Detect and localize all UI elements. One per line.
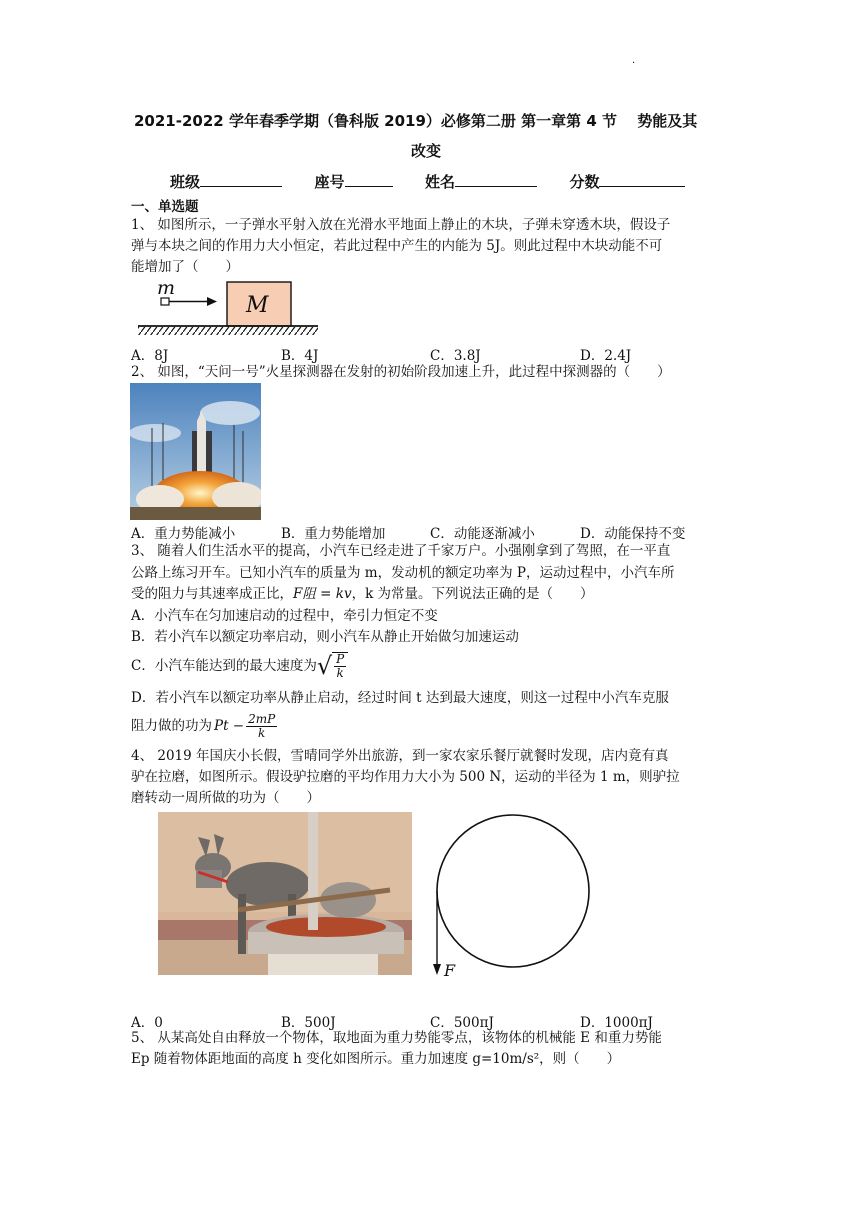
name-blank[interactable] xyxy=(455,172,537,187)
q3-option-a[interactable]: A．小汽车在匀加速启动的过程中，牵引力恒定不变 xyxy=(131,608,438,624)
q3-option-c[interactable] xyxy=(131,648,348,684)
q2-option-c[interactable]: C．动能逐渐减小 xyxy=(430,526,535,542)
q5-line1: 5、 从某高处自由释放一个物体，取地面为重力势能零点，该物体的机械能 E 和重力势能 xyxy=(131,1030,662,1046)
q3-optd-numerator: 2mP xyxy=(248,711,276,726)
q3-line1: 3、 随着人们生活水平的提高，小汽车已经走进了千家万户。小强刚拿到了驾照，在一平直 xyxy=(131,543,671,559)
q2-line1: 2、 如图，“天问一号”火星探测器在发射的初始阶段加速上升，此过程中探测器的（ ） xyxy=(131,364,671,380)
seat-label: 座号 xyxy=(314,173,345,191)
q2-option-b[interactable]: B．重力势能增加 xyxy=(281,526,386,542)
bullet-block-figure xyxy=(135,276,325,338)
circular-path xyxy=(437,815,589,967)
q3-option-b[interactable]: B．若小汽车以额定功率启动，则小汽车从静止开始做匀加速运动 xyxy=(131,629,519,645)
q4-line2: 驴在拉磨，如图所示。假设驴拉磨的平均作用力大小为 500 N，运动的半径为 1 m，则驴拉 xyxy=(131,769,680,785)
q4-option-b[interactable]: B．500J xyxy=(281,1015,336,1031)
q4-line3: 磨转动一周所做的功为（ ） xyxy=(131,790,320,806)
q2-option-a[interactable]: A．重力势能减小 xyxy=(131,526,236,542)
q4-option-d[interactable]: D．1000πJ xyxy=(580,1015,653,1031)
q2-option-d[interactable]: D．动能保持不变 xyxy=(580,526,686,542)
q1-line2: 弹与本块之间的作用力大小恒定，若此过程中产生的内能为 5J。则此过程中木块动能不可 xyxy=(131,238,663,254)
score-label: 分数 xyxy=(569,173,600,191)
q3-optd-text: 阻力做的功为 xyxy=(131,718,212,734)
circle-force-diagram xyxy=(426,810,598,982)
q3-option-c-sqrt: √ $\frac{P}{k}$ xyxy=(317,652,348,680)
page-dot: · xyxy=(632,58,636,69)
q4-option-a[interactable]: A．0 xyxy=(131,1015,163,1031)
section-heading: 一、单选题 xyxy=(131,199,199,215)
q3-optc-denominator: k xyxy=(336,666,344,680)
seat-blank[interactable] xyxy=(345,172,393,187)
q3-optd-pre: Pt − xyxy=(214,718,245,734)
document-title-line1: 2021-2022 学年春季学期（鲁科版 2019）必修第二册 第一章第 4 节 势能及其 xyxy=(134,112,698,130)
q1-option-b[interactable]: B．4J xyxy=(281,348,319,364)
label-F: F xyxy=(444,961,456,980)
label-M: M xyxy=(246,293,269,318)
q3-line3-b: ，k 为常量。下列说法正确的是（ ） xyxy=(351,586,594,602)
q4-option-c[interactable]: C．500πJ xyxy=(430,1015,494,1031)
score-blank[interactable] xyxy=(599,172,685,187)
q1-option-d[interactable]: D．2.4J xyxy=(580,348,632,364)
class-label: 班级 xyxy=(170,173,201,191)
q3-option-c-text: C．小汽车能达到的最大速度为 xyxy=(131,658,317,674)
q1-option-a[interactable]: A．8J xyxy=(131,348,169,364)
label-m: m xyxy=(157,277,176,299)
ground-hatch xyxy=(138,327,318,335)
q3-resistance-formula: F阻 = kv xyxy=(293,586,352,602)
q5-line2: Ep 随着物体距地面的高度 h 变化如图所示。重力加速度 g=10m/s²，则（ ） xyxy=(131,1051,621,1067)
q3-line3-a: 受的阻力与其速率成正比， xyxy=(131,586,293,602)
q1-line3: 能增加了（ ） xyxy=(131,259,239,275)
document-title-line2: 改变 xyxy=(411,142,442,160)
q1-line1: 1、 如图所示，一子弹水平射入放在光滑水平地面上静止的木块，子弹未穿透木块，假设子 xyxy=(131,217,671,233)
q4-line1: 4、 2019 年国庆小长假，雪晴同学外出旅游，到一家农家乐餐厅就餐时发现，店内竟有真 xyxy=(131,748,669,764)
q3-option-d-line2 xyxy=(131,708,277,744)
q3-option-d-line1[interactable]: D．若小汽车以额定功率从静止启动，经过时间 t 达到最大速度，则这一过程中小汽车克服 xyxy=(131,690,669,706)
rocket-launch-photo xyxy=(130,383,261,520)
donkey-millstone-photo xyxy=(158,812,412,975)
q1-option-c[interactable]: C．3.8J xyxy=(430,348,481,364)
q3-line3 xyxy=(131,584,594,604)
q3-line2: 公路上练习开车。已知小汽车的质量为 m，发动机的额定功率为 P，运动过程中，小汽车所 xyxy=(131,565,675,581)
q3-optc-numerator: P xyxy=(336,652,345,666)
header-fields xyxy=(170,171,685,192)
bullet xyxy=(161,298,169,305)
class-blank[interactable] xyxy=(200,172,282,187)
q3-optd-denominator: k xyxy=(258,725,266,740)
name-label: 姓名 xyxy=(424,173,455,191)
